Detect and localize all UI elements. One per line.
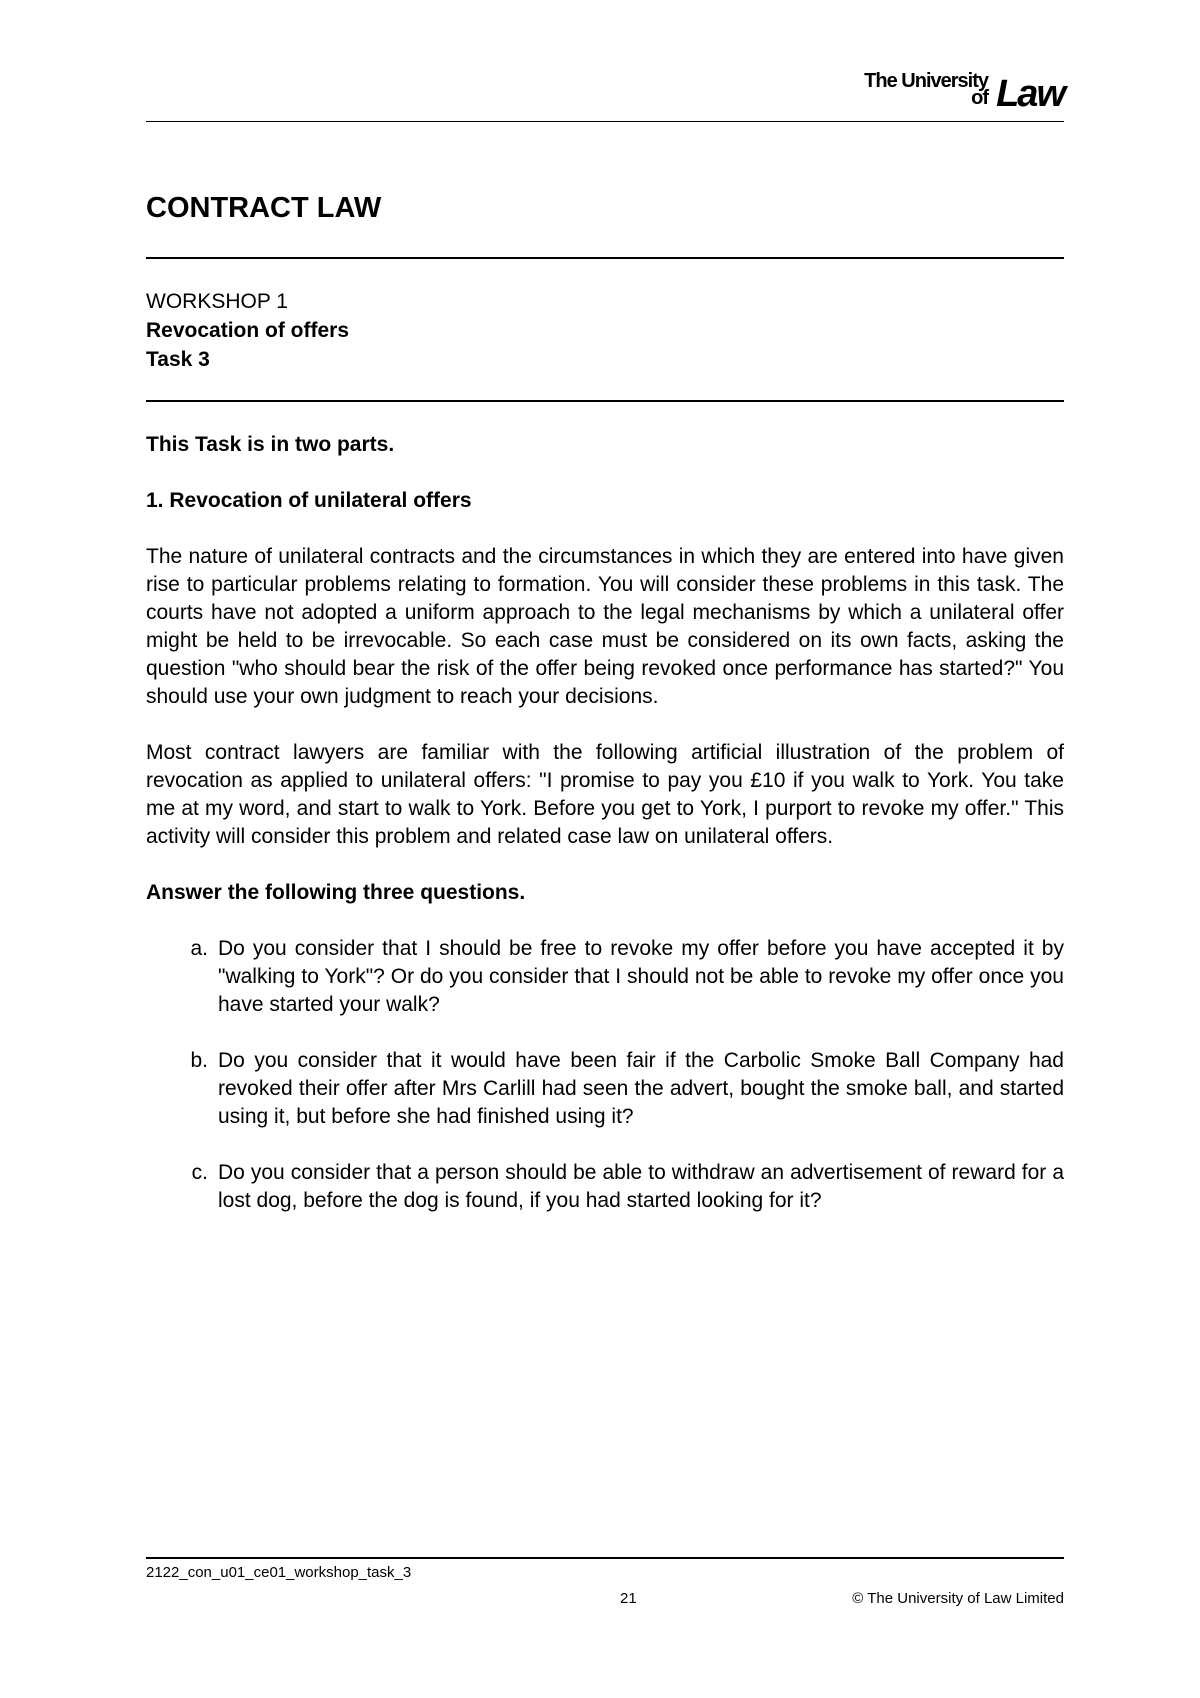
questions-heading: Answer the following three questions. bbox=[146, 881, 526, 904]
section-heading: 1. Revocation of unilateral offers bbox=[146, 489, 472, 512]
question-item bbox=[146, 935, 1064, 1019]
logo-line-1: The University bbox=[864, 70, 988, 92]
question-text: Do you consider that I should be free to revoke my offer before you have accepted it by "walking to York"? Or do you consider that I should not be able to revoke my offer once you have started your walk? bbox=[218, 937, 1064, 1016]
footer-divider bbox=[146, 1557, 1064, 1559]
question-letter: a. bbox=[190, 937, 208, 960]
question-letter: c. bbox=[191, 1161, 208, 1184]
workshop-number: WORKSHOP 1 bbox=[146, 290, 288, 313]
question-text: Do you consider that a person should be able to withdraw an advertisement of reward for a lost dog, before the dog is found, if you had started looking for it? bbox=[218, 1161, 1064, 1212]
logo-line-2: of bbox=[971, 87, 988, 109]
title-divider bbox=[146, 257, 1064, 259]
logo-line-3: Law bbox=[996, 73, 1064, 115]
question-item bbox=[146, 1047, 1064, 1131]
workshop-divider bbox=[146, 400, 1064, 402]
document-code: 2122_con_u01_ce01_workshop_task_3 bbox=[146, 1564, 412, 1581]
document-title: CONTRACT LAW bbox=[146, 192, 382, 224]
question-text: Do you consider that it would have been fair if the Carbolic Smoke Ball Company had revoked their offer after Mrs Carlill had seen the advert, bought the smoke ball, and started using it, but before she had finished using it? bbox=[218, 1049, 1064, 1128]
question-letter: b. bbox=[190, 1049, 208, 1072]
workshop-block bbox=[146, 287, 349, 374]
page-number: 21 bbox=[620, 1590, 637, 1607]
question-item bbox=[146, 1159, 1064, 1215]
paragraph-2: Most contract lawyers are familiar with the following artificial illustration of the problem of revocation as applied to unilateral offers: "I promise to pay you £10 if you walk to York. You take me at my word, and start to walk to York. Before you get to York, I purport to revoke my offer." This activity will consider this problem and related case law on unilateral offers. bbox=[146, 741, 1064, 848]
task-content bbox=[146, 431, 1064, 1243]
intro-text: This Task is in two parts. bbox=[146, 433, 395, 456]
question-list bbox=[146, 935, 1064, 1215]
header-divider bbox=[146, 121, 1064, 122]
workshop-topic: Revocation of offers bbox=[146, 319, 350, 342]
paragraph-1: The nature of unilateral contracts and the circumstances in which they are entered into have given rise to particular problems relating to formation. You will consider these problems in this task. The courts have not adopted a uniform approach to the legal mechanisms by which a unilateral offer might be held to be irrevocable. So each case must be considered on its own facts, asking the question "who should bear the risk of the offer being revoked once performance has started?" You should use your own judgment to reach your decisions. bbox=[146, 545, 1064, 708]
workshop-task: Task 3 bbox=[146, 348, 210, 371]
copyright-notice: © The University of Law Limited bbox=[852, 1590, 1064, 1607]
university-logo bbox=[864, 70, 1064, 115]
